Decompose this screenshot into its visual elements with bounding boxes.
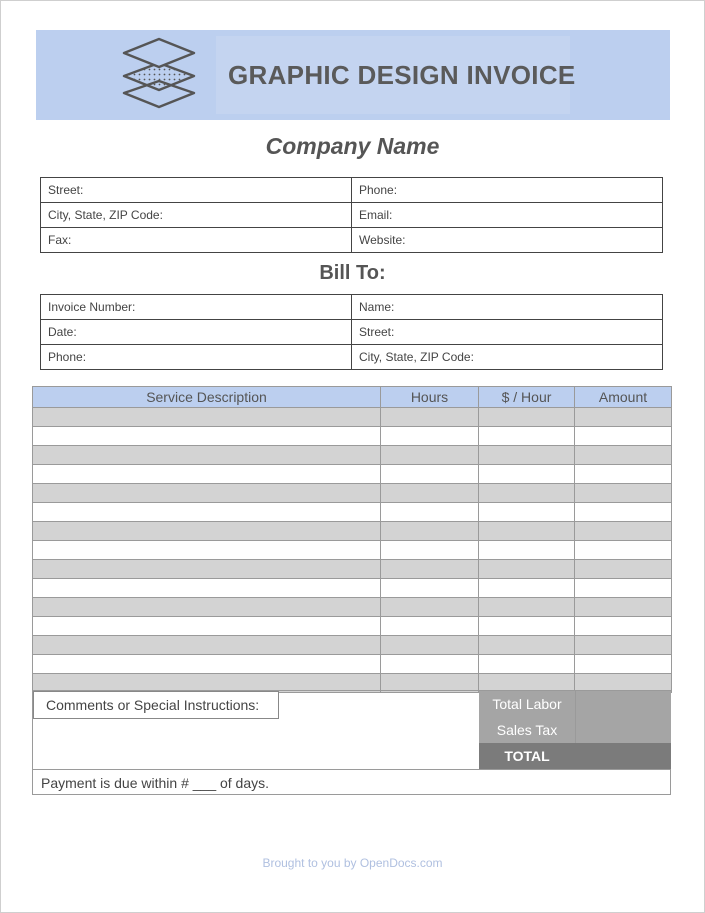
footer-credit[interactable]: Brought to you by OpenDocs.com <box>262 856 443 870</box>
hours-cell[interactable] <box>381 541 479 560</box>
rate-cell[interactable] <box>479 598 575 617</box>
service-description-cell[interactable] <box>33 427 381 446</box>
stacked-layers-icon <box>122 37 196 109</box>
rate-cell[interactable] <box>479 503 575 522</box>
invoice-number-field[interactable]: Invoice Number: <box>41 295 352 320</box>
table-row <box>33 560 672 579</box>
table-row <box>33 617 672 636</box>
amount-cell[interactable] <box>575 636 672 655</box>
table-row <box>33 465 672 484</box>
rate-cell[interactable] <box>479 617 575 636</box>
bill-name-field[interactable]: Name: <box>352 295 663 320</box>
column-header-hours: Hours <box>381 387 479 408</box>
table-row <box>33 522 672 541</box>
table-row <box>33 598 672 617</box>
rate-cell[interactable] <box>479 636 575 655</box>
bill-to-table <box>40 294 663 370</box>
amount-cell[interactable] <box>575 408 672 427</box>
table-row <box>33 636 672 655</box>
rate-cell[interactable] <box>479 446 575 465</box>
service-description-cell[interactable] <box>33 541 381 560</box>
comments-label: Comments or Special Instructions: <box>33 691 279 719</box>
amount-cell[interactable] <box>575 560 672 579</box>
hours-cell[interactable] <box>381 655 479 674</box>
phone-field[interactable]: Phone: <box>352 178 663 203</box>
rate-cell[interactable] <box>479 484 575 503</box>
rate-cell[interactable] <box>479 427 575 446</box>
company-name[interactable]: Company Name <box>265 133 440 159</box>
payment-divider <box>33 769 670 770</box>
summary-section <box>32 690 671 795</box>
total-label: TOTAL <box>479 743 575 769</box>
date-field[interactable]: Date: <box>41 320 352 345</box>
column-header-service-description: Service Description <box>33 387 381 408</box>
service-description-cell[interactable] <box>33 522 381 541</box>
service-description-cell[interactable] <box>33 617 381 636</box>
service-description-cell[interactable] <box>33 503 381 522</box>
hours-cell[interactable] <box>381 560 479 579</box>
city-state-zip-field[interactable]: City, State, ZIP Code: <box>41 203 352 228</box>
website-field[interactable]: Website: <box>352 228 663 253</box>
amount-cell[interactable] <box>575 465 672 484</box>
service-description-cell[interactable] <box>33 579 381 598</box>
column-header-amount: Amount <box>575 387 672 408</box>
bill-phone-field[interactable]: Phone: <box>41 345 352 370</box>
sales-tax-label: Sales Tax <box>479 717 575 743</box>
hours-cell[interactable] <box>381 522 479 541</box>
service-description-cell[interactable] <box>33 560 381 579</box>
total-value[interactable] <box>575 743 671 769</box>
rate-cell[interactable] <box>479 541 575 560</box>
rate-cell[interactable] <box>479 465 575 484</box>
hours-cell[interactable] <box>381 598 479 617</box>
service-description-cell[interactable] <box>33 484 381 503</box>
amount-cell[interactable] <box>575 579 672 598</box>
table-row <box>33 427 672 446</box>
bill-to-heading: Bill To: <box>319 262 386 284</box>
service-description-cell[interactable] <box>33 655 381 674</box>
email-field[interactable]: Email: <box>352 203 663 228</box>
header-banner <box>36 30 670 120</box>
street-field[interactable]: Street: <box>41 178 352 203</box>
rate-cell[interactable] <box>479 655 575 674</box>
hours-cell[interactable] <box>381 408 479 427</box>
fax-field[interactable]: Fax: <box>41 228 352 253</box>
table-row <box>33 541 672 560</box>
service-description-cell[interactable] <box>33 636 381 655</box>
hours-cell[interactable] <box>381 427 479 446</box>
hours-cell[interactable] <box>381 579 479 598</box>
service-description-cell[interactable] <box>33 408 381 427</box>
column-header-rate: $ / Hour <box>479 387 575 408</box>
amount-cell[interactable] <box>575 655 672 674</box>
table-row <box>33 484 672 503</box>
table-row <box>33 408 672 427</box>
hours-cell[interactable] <box>381 484 479 503</box>
amount-cell[interactable] <box>575 446 672 465</box>
amount-cell[interactable] <box>575 541 672 560</box>
service-description-cell[interactable] <box>33 465 381 484</box>
amount-cell[interactable] <box>575 617 672 636</box>
company-info-table <box>40 177 663 253</box>
amount-cell[interactable] <box>575 484 672 503</box>
hours-cell[interactable] <box>381 636 479 655</box>
table-row <box>33 579 672 598</box>
hours-cell[interactable] <box>381 465 479 484</box>
service-description-cell[interactable] <box>33 446 381 465</box>
rate-cell[interactable] <box>479 560 575 579</box>
invoice-title: GRAPHIC DESIGN INVOICE <box>228 60 576 90</box>
rate-cell[interactable] <box>479 579 575 598</box>
table-row <box>33 446 672 465</box>
hours-cell[interactable] <box>381 446 479 465</box>
amount-cell[interactable] <box>575 598 672 617</box>
sales-tax-value[interactable] <box>575 717 671 743</box>
service-description-cell[interactable] <box>33 598 381 617</box>
total-labor-value[interactable] <box>575 691 671 717</box>
hours-cell[interactable] <box>381 617 479 636</box>
payment-terms[interactable]: Payment is due within # ___ of days. <box>41 775 270 791</box>
total-labor-label: Total Labor <box>479 691 575 717</box>
rate-cell[interactable] <box>479 408 575 427</box>
hours-cell[interactable] <box>381 503 479 522</box>
service-items-table <box>32 386 672 693</box>
table-row <box>33 655 672 674</box>
amount-cell[interactable] <box>575 427 672 446</box>
bill-street-field[interactable]: Street: <box>352 320 663 345</box>
rate-cell[interactable] <box>479 522 575 541</box>
table-row <box>33 503 672 522</box>
amount-cell[interactable] <box>575 503 672 522</box>
amount-cell[interactable] <box>575 522 672 541</box>
bill-city-state-zip-field[interactable]: City, State, ZIP Code: <box>352 345 663 370</box>
